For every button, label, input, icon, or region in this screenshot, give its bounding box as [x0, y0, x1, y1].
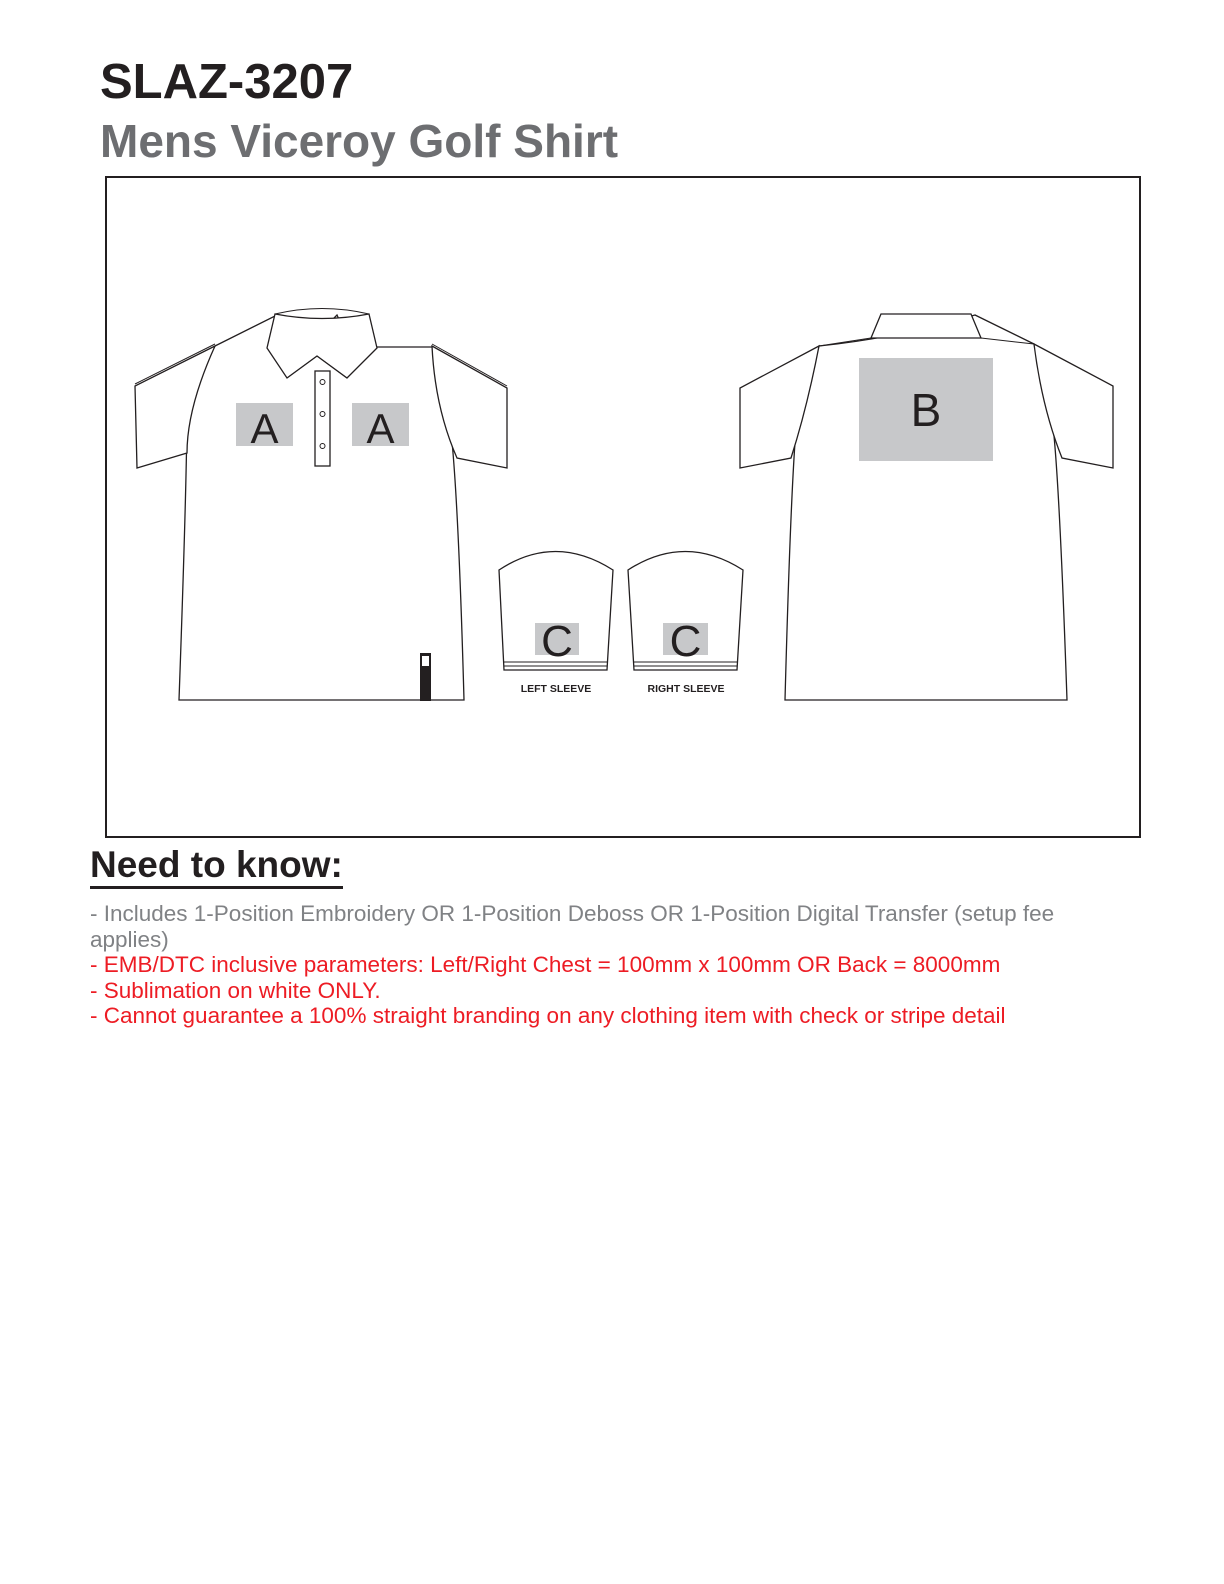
product-code: SLAZ-3207 — [100, 55, 354, 109]
zone-c-right-label: C — [669, 617, 702, 666]
zone-a-left-label: A — [250, 405, 279, 452]
left-sleeve-caption: LEFT SLEEVE — [520, 683, 592, 695]
zone-b-back — [859, 358, 993, 461]
need-to-know-notes — [90, 901, 1130, 1029]
note-item: - Includes 1-Position Embroidery OR 1-Position Deboss OR 1-Position Digital Transfer (setup fee applies) — [90, 901, 1055, 952]
zone-c-left-label: C — [541, 617, 573, 666]
zone-a-left-chest — [236, 403, 293, 452]
note-item: - EMB/DTC inclusive parameters: Left/Right Chest = 100mm x 100mm OR Back = 8000mm — [90, 952, 1001, 977]
note-item: - Sublimation on white ONLY. — [90, 977, 381, 1003]
zone-b-label: B — [910, 384, 942, 436]
shirt-front-placket — [315, 371, 330, 466]
right-sleeve-detail — [628, 552, 743, 696]
zone-a-right-chest — [352, 403, 409, 452]
shirt-diagram — [107, 178, 1139, 836]
branding-diagram-frame — [105, 176, 1141, 838]
note-item: - Cannot guarantee a 100% straight branding on any clothing item with check or stripe detail — [90, 1003, 1006, 1028]
zone-a-right-label: A — [366, 405, 395, 452]
left-sleeve-detail — [499, 552, 613, 696]
product-name: Mens Viceroy Golf Shirt — [100, 115, 619, 167]
shirt-front — [135, 309, 507, 702]
shirt-back-collar — [871, 314, 981, 338]
right-sleeve-caption: RIGHT SLEEVE — [647, 683, 725, 695]
need-to-know-heading: Need to know: — [90, 846, 343, 889]
